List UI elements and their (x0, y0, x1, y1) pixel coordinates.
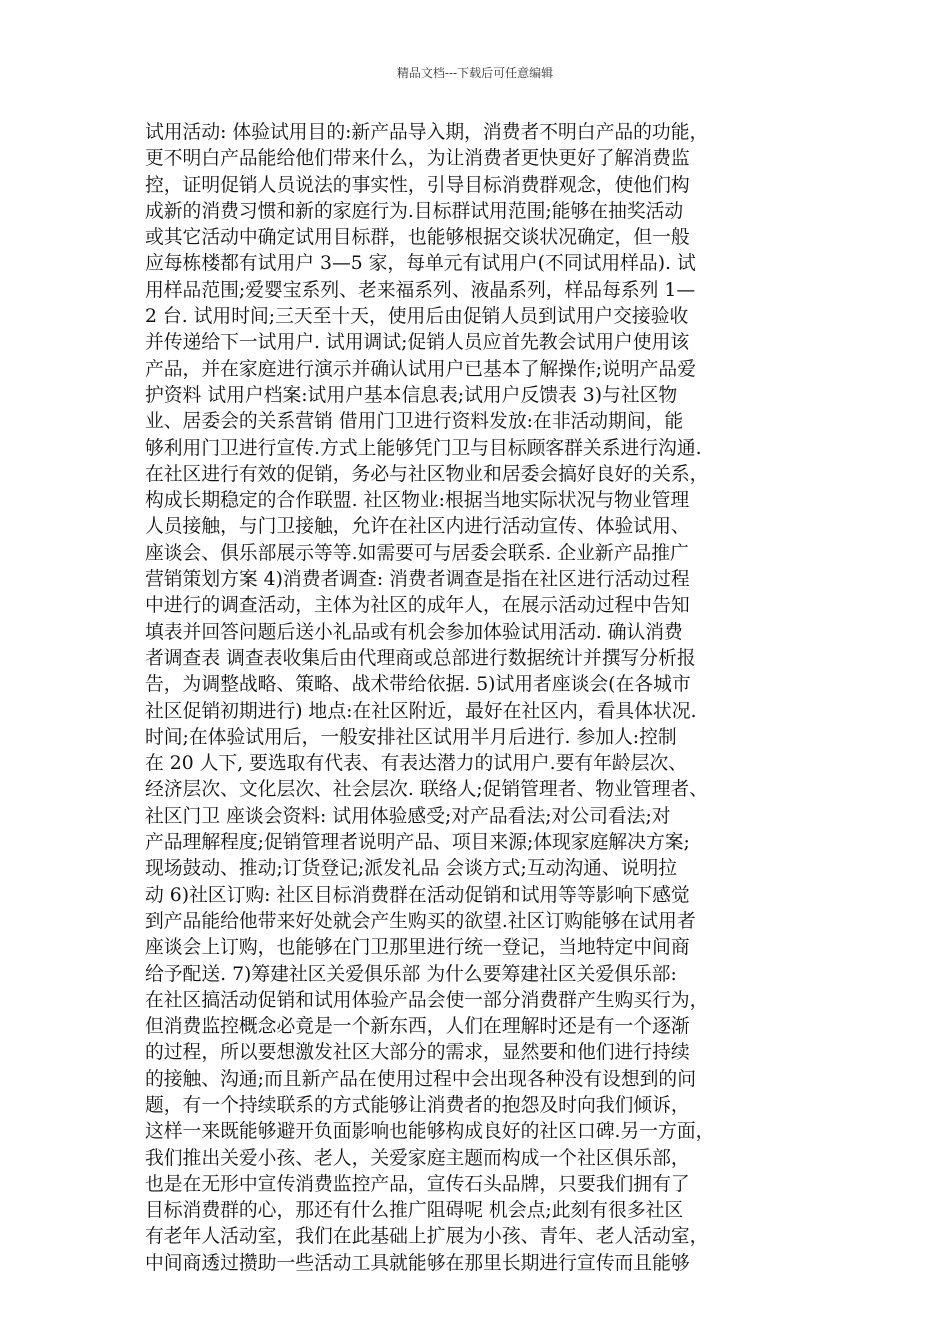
text-line: 中间商透过攒助一些活动工具就能够在那里长期进行宣传而且能够 (145, 1252, 690, 1274)
text-line: 人员接触，与门卫接触，允许在社区内进行活动宣传、体验试用、 (145, 516, 690, 538)
text-line: 试用活动: 体验试用目的:新产品导入期，消费者不明白产品的功能， (145, 122, 709, 143)
text-line: 业、居委会的关系营销 借用门卫进行资料发放:在非活动期间，能 (145, 411, 684, 433)
text-line: 者调查表 调查表收集后由代理商或总部进行数据统计并撰写分析报 (145, 647, 696, 669)
text-line: 我们推出关爱小孩、老人，关爱家庭主题而构成一个社区俱乐部， (145, 1147, 690, 1169)
text-line: 经济层次、文化层次、社会层次. 联络人;促销管理者、物业管理者、 (145, 779, 708, 801)
text-line: 中进行的调查活动，主体为社区的成年人，在展示活动过程中告知 (145, 595, 690, 617)
text-line: 2 台. 试用时间;三天至十天，使用后由促销人员到试用户交接验收 (145, 306, 689, 328)
text-line: 成新的消费习惯和新的家庭行为.目标群试用范围;能够在抽奖活动 (145, 200, 684, 222)
text-line: 并传递给下一试用户. 试用调试;促销人员应首先教会试用户使用该 (145, 332, 690, 354)
text-line: 产品理解程度;促销管理者说明产品、项目来源;体现家庭解决方案; (145, 832, 690, 854)
text-line: 座谈会上订购，也能够在门卫那里进行统一登记，当地特定中间商 (145, 937, 690, 959)
text-line: 这样一来既能够避开负面影响也能够构成良好的社区口碑.另一方面， (145, 1121, 715, 1143)
text-line: 在社区进行有效的促销，务必与社区物业和居委会搞好良好的关系， (145, 463, 709, 485)
text-line: 护资料 试用户档案:试用户基本信息表;试用户反馈表 3)与社区物 (145, 384, 678, 406)
text-line: 够利用门卫进行宣传.方式上能够凭门卫与目标顾客群关系进行沟通. (145, 437, 702, 459)
text-line: 题，有一个持续联系的方式能够让消费者的抱怨及时向我们倾诉， (145, 1094, 690, 1116)
text-line: 社区促销初期进行) 地点:在社区附近，最好在社区内，看具体状况. (145, 700, 697, 722)
text-line: 填表并回答问题后送小礼品或有机会参加体验试用活动. 确认消费 (145, 621, 683, 643)
text-line: 目标消费群的心，那还有什么推广阻碍呢 机会点;此刻有很多社区 (145, 1200, 684, 1222)
text-line: 构成长期稳定的合作联盟. 社区物业:根据当地实际状况与物业管理 (145, 490, 690, 512)
text-line: 控，证明促销人员说法的事实性，引导目标消费群观念，使他们构 (145, 174, 690, 196)
text-line: 有老年人活动室，我们在此基础上扩展为小孩、青年、老人活动室， (145, 1226, 709, 1248)
text-line: 产品，并在家庭进行演示并确认试用户已基本了解操作;说明产品爱 (145, 358, 696, 380)
text-line: 的过程，所以要想激发社区大部分的需求，显然要和他们进行持续 (145, 1042, 690, 1064)
text-line: 或其它活动中确定试用目标群，也能够根据交谈状况确定，但一般 (145, 227, 690, 249)
text-line: 座谈会、俱乐部展示等等.如需要可与居委会联系. 企业新产品推广 (145, 542, 689, 564)
text-line: 的接触、沟通;而且新产品在使用过程中会出现各种没有设想到的问 (145, 1068, 696, 1090)
text-line: 动 6)社区订购: 社区目标消费群在活动促销和试用等等影响下感觉 (145, 884, 690, 906)
text-line: 用样品范围;爱婴宝系列、老来福系列、液晶系列，样品每系列 1— (145, 279, 696, 301)
document-body (145, 120, 811, 1277)
text-line: 在社区搞活动促销和试用体验产品会使一部分消费群产生购买行为， (145, 989, 709, 1011)
text-line: 社区门卫 座谈会资料: 试用体验感受;对产品看法;对公司看法;对 (145, 805, 671, 827)
text-line: 营销策划方案 4)消费者调查: 消费者调查是指在社区进行活动过程 (145, 569, 690, 591)
page-header: 精品文档---下载后可任意编辑 (396, 66, 554, 80)
text-line: 告，为调整战略、策略、战术带给依据. 5)试用者座谈会(在各城市 (145, 674, 691, 696)
text-line: 更不明白产品能给他们带来什么，为让消费者更快更好了解消费监 (145, 148, 690, 170)
text-line: 到产品能给他带来好处就会产生购买的欲望.社区订购能够在试用者 (145, 910, 696, 932)
text-line: 时间;在体验试用后，一般安排社区试用半月后进行. 参加人:控制 (145, 726, 677, 748)
text-line: 给予配送. 7)筹建社区关爱俱乐部 为什么要筹建社区关爱俱乐部: (145, 963, 677, 985)
text-line: 也是在无形中宣传消费监控产品，宣传石头品牌，只要我们拥有了 (145, 1173, 690, 1195)
text-line: 应每栋楼都有试用户 3—5 家，每单元有试用户(不同试用样品). 试 (145, 253, 696, 275)
text-line: 但消费监控概念必竟是一个新东西，人们在理解时还是有一个逐渐 (145, 1016, 690, 1038)
text-line: 现场鼓动、推动;订货登记;派发礼品 会谈方式;互动沟通、说明拉 (145, 858, 678, 880)
text-line: 在 20 人下, 要选取有代表、有表达潜力的试用户.要有年龄层次、 (145, 753, 688, 775)
